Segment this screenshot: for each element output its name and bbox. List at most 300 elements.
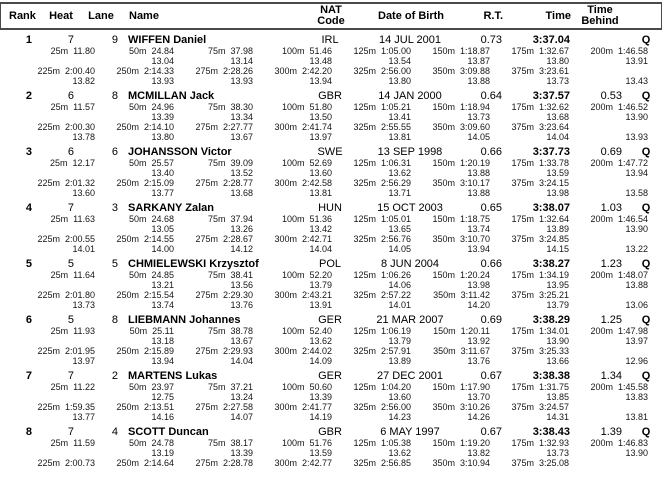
split-cell (176, 346, 255, 356)
result-nat-code: SWE (317, 145, 343, 158)
segments-row-1 (18, 392, 662, 402)
split-distance: 200m (590, 270, 613, 280)
result-date-of-birth: 14 JAN 2000 (378, 89, 442, 102)
split-time: 1:45.58 (617, 382, 648, 392)
split-time: 1:46.54 (617, 214, 648, 224)
split-cell (18, 158, 97, 168)
segment-time: 13.94 (467, 244, 490, 254)
result-final-time: 3:37.73 (532, 145, 570, 158)
header-behind-line2: Behind (581, 15, 619, 27)
segment-time: 14.05 (388, 244, 411, 254)
result-nat-code: GBR (318, 89, 342, 102)
split-cell (571, 290, 650, 300)
split-distance: 275m (195, 178, 218, 188)
split-distance: 75m (207, 102, 226, 112)
split-cell (334, 46, 413, 56)
split-distance: 175m (511, 214, 534, 224)
split-cell (413, 402, 492, 412)
split-distance: 75m (207, 214, 226, 224)
split-distance: 225m (37, 178, 60, 188)
segment-time: 13.65 (388, 224, 411, 234)
split-distance: 25m (50, 102, 69, 112)
split-distance: 150m (432, 46, 455, 56)
split-time: 38.17 (230, 438, 253, 448)
split-cell (97, 122, 176, 132)
split-distance: 350m (432, 458, 455, 468)
segment-time: 13.62 (388, 168, 411, 178)
segment-time: 13.04 (151, 56, 174, 66)
split-time: 1:46.58 (617, 46, 648, 56)
split-time: 2:14.10 (143, 122, 174, 132)
split-time: 1:05.38 (380, 438, 411, 448)
split-cell (18, 402, 97, 412)
split-distance: 325m (353, 234, 376, 244)
result-nat-code: HUN (318, 201, 342, 214)
segment-time: 13.98 (546, 188, 569, 198)
split-distance: 375m (511, 234, 534, 244)
result-lane: 6 (111, 145, 118, 158)
split-cell (18, 46, 97, 56)
result-qualified-mark: Q (641, 89, 651, 102)
result-lane: 8 (111, 313, 118, 326)
result-qualified-mark: Q (641, 425, 651, 438)
split-time: 37.98 (230, 46, 253, 56)
split-cell (97, 290, 176, 300)
split-time: 11.80 (73, 46, 95, 56)
split-distance: 275m (195, 402, 218, 412)
split-cell (413, 270, 492, 280)
split-time: 1:20.24 (459, 270, 490, 280)
result-rank: 5 (25, 257, 32, 270)
split-distance: 275m (195, 346, 218, 356)
split-cell (492, 326, 571, 336)
split-time: 24.96 (151, 102, 174, 112)
segment-time: 13.67 (230, 336, 253, 346)
split-time: 39.09 (230, 158, 253, 168)
segment-time: 13.73 (546, 448, 569, 458)
result-final-time: 3:38.43 (532, 425, 570, 438)
split-cell (97, 46, 176, 56)
split-time: 1:19.20 (459, 438, 490, 448)
split-cell (413, 102, 492, 112)
segment-time: 13.74 (467, 224, 490, 234)
split-cell (492, 214, 571, 224)
segments-row-1 (18, 56, 662, 66)
split-cell (255, 234, 334, 244)
split-distance: 25m (50, 326, 69, 336)
split-time: 1:46.83 (617, 438, 648, 448)
split-time: 38.30 (230, 102, 253, 112)
split-cell (571, 66, 650, 76)
split-time: 1:20.11 (460, 326, 490, 336)
split-cell (18, 66, 97, 76)
split-cell (176, 158, 255, 168)
split-distance: 375m (511, 402, 534, 412)
split-cell (255, 290, 334, 300)
segment-time: 14.20 (467, 300, 490, 310)
segment-time: 13.91 (309, 300, 332, 310)
result-row (0, 425, 662, 478)
segment-time: 13.83 (625, 392, 648, 402)
split-cell (334, 122, 413, 132)
split-distance: 150m (432, 438, 455, 448)
result-rank: 1 (25, 33, 32, 46)
result-main-row (0, 257, 662, 270)
segment-time: 13.79 (388, 336, 411, 346)
splits-row-2 (18, 66, 662, 76)
split-time: 2:57.22 (380, 290, 411, 300)
segment-time: 13.42 (309, 224, 332, 234)
splits-row-1 (18, 46, 662, 56)
split-cell (176, 270, 255, 280)
split-time: 2:55.55 (380, 122, 411, 132)
splits-row-1 (18, 102, 662, 112)
segment-time: 14.15 (546, 244, 569, 254)
segment-time: 13.88 (625, 280, 648, 290)
split-time: 2:13.51 (143, 402, 174, 412)
split-cell (176, 438, 255, 448)
split-cell (176, 290, 255, 300)
split-time: 1:32.67 (538, 46, 569, 56)
split-distance: 125m (353, 270, 376, 280)
split-time: 1:33.78 (538, 158, 569, 168)
segments-row-2 (18, 132, 662, 142)
split-distance: 300m (274, 122, 297, 132)
result-final-time: 3:38.29 (532, 313, 570, 326)
segment-time: 13.97 (72, 356, 95, 366)
split-distance: 200m (590, 102, 613, 112)
segment-time: 14.01 (388, 300, 411, 310)
split-time: 1:18.94 (459, 102, 490, 112)
split-distance: 325m (353, 122, 376, 132)
segment-time: 13.14 (230, 56, 253, 66)
segment-time (334, 468, 413, 478)
segment-time: 13.89 (388, 356, 411, 366)
split-distance: 100m (281, 438, 305, 448)
split-cell (413, 346, 492, 356)
split-time: 24.84 (151, 46, 174, 56)
split-time: 1:18.87 (459, 46, 490, 56)
result-heat: 6 (67, 145, 74, 158)
split-time: 2:56.85 (380, 458, 411, 468)
result-lane: 4 (111, 425, 118, 438)
split-time: 52.40 (309, 326, 332, 336)
split-distance: 200m (590, 326, 613, 336)
split-cell (492, 346, 571, 356)
split-cell (492, 438, 571, 448)
split-distance: 100m (281, 326, 305, 336)
segment-time: 13.59 (546, 168, 569, 178)
split-distance: 50m (128, 46, 147, 56)
split-cell (334, 102, 413, 112)
split-cell (413, 438, 492, 448)
result-time-behind: 0.69 (600, 145, 622, 158)
split-distance: 75m (207, 158, 226, 168)
split-distance: 325m (353, 66, 376, 76)
segment-time: 13.21 (151, 280, 174, 290)
split-distance: 275m (195, 458, 218, 468)
split-cell (255, 158, 334, 168)
split-time: 2:56.00 (380, 402, 411, 412)
split-cell (571, 402, 650, 412)
split-distance: 375m (511, 458, 534, 468)
segment-time (18, 392, 97, 402)
segment-time (18, 224, 97, 234)
split-time: 3:23.61 (538, 66, 569, 76)
split-distance: 350m (433, 346, 456, 356)
segments-row-1 (18, 168, 662, 178)
result-reaction-time: 0.65 (480, 201, 502, 214)
split-time: 38.78 (230, 326, 253, 336)
segment-time: 13.26 (230, 224, 253, 234)
segment-time: 13.60 (72, 188, 95, 198)
split-time: 24.78 (151, 438, 174, 448)
segment-time: 13.66 (546, 356, 569, 366)
segment-time: 13.82 (72, 76, 95, 86)
split-time: 25.11 (152, 326, 174, 336)
split-distance: 50m (128, 382, 147, 392)
result-rank: 3 (25, 145, 32, 158)
split-distance: 100m (281, 46, 305, 56)
split-distance: 250m (116, 234, 139, 244)
split-cell (571, 326, 650, 336)
segment-time: 14.00 (151, 244, 174, 254)
splits-row-2 (18, 122, 662, 132)
split-time: 12.17 (72, 158, 95, 168)
split-cell (571, 346, 650, 356)
result-reaction-time: 0.67 (480, 425, 502, 438)
split-cell (255, 382, 334, 392)
segment-time: 13.67 (230, 132, 253, 142)
split-distance: 250m (116, 458, 139, 468)
split-cell (18, 234, 97, 244)
split-time: 11.93 (73, 326, 95, 336)
result-row (0, 369, 662, 422)
segment-time: 13.78 (72, 132, 95, 142)
segment-time: 13.39 (230, 448, 253, 458)
segment-time: 13.79 (546, 300, 569, 310)
result-nat-code: POL (318, 257, 341, 270)
segment-time: 13.90 (625, 224, 648, 234)
split-time: 51.36 (309, 214, 332, 224)
split-cell (176, 102, 255, 112)
split-distance: 125m (353, 214, 376, 224)
segment-time: 13.94 (309, 76, 332, 86)
split-time: 25.57 (151, 158, 174, 168)
split-cell (334, 382, 413, 392)
split-cell (413, 46, 492, 56)
split-distance: 200m (590, 46, 613, 56)
split-time: 2:14.33 (143, 66, 174, 76)
result-swimmer-name: CHMIELEWSKI Krzysztof (128, 257, 259, 270)
split-time: 2:56.29 (380, 178, 411, 188)
result-reaction-time: 0.73 (480, 33, 502, 46)
split-cell (413, 158, 492, 168)
split-distance: 125m (353, 46, 376, 56)
segment-time: 13.92 (467, 336, 490, 346)
split-distance: 125m (353, 438, 376, 448)
segment-time (18, 168, 97, 178)
split-time: 11.59 (73, 438, 95, 448)
split-time: 1:17.90 (459, 382, 490, 392)
split-time: 1:32.62 (538, 102, 569, 112)
split-cell (571, 102, 650, 112)
segment-time: 14.23 (388, 412, 411, 422)
split-distance: 175m (511, 382, 534, 392)
result-qualified-mark: Q (641, 369, 651, 382)
segment-time (18, 448, 97, 458)
split-time: 1:47.72 (617, 158, 648, 168)
split-cell (334, 234, 413, 244)
split-cell (97, 214, 176, 224)
result-reaction-time: 0.64 (480, 89, 502, 102)
results-table (0, 2, 662, 478)
split-cell (571, 458, 650, 468)
split-time: 3:09.60 (459, 122, 490, 132)
segment-time: 13.80 (151, 132, 174, 142)
split-distance: 300m (274, 178, 297, 188)
split-distance: 225m (37, 66, 60, 76)
split-distance: 375m (511, 290, 534, 300)
segment-time: 13.90 (546, 336, 569, 346)
split-time: 3:10.17 (459, 178, 490, 188)
segment-time: 13.81 (625, 412, 648, 422)
split-distance: 225m (37, 234, 60, 244)
split-distance: 300m (274, 346, 297, 356)
segment-time: 14.16 (151, 412, 174, 422)
segment-time: 13.68 (230, 188, 253, 198)
result-rank: 8 (25, 425, 32, 438)
split-time: 37.21 (230, 382, 253, 392)
split-time: 3:11.67 (460, 346, 490, 356)
split-time: 2:43.21 (301, 290, 332, 300)
split-cell (413, 458, 492, 468)
split-distance: 200m (590, 158, 613, 168)
segment-time: 13.74 (151, 300, 174, 310)
split-distance: 125m (353, 382, 376, 392)
header-lane: Lane (88, 9, 114, 22)
result-swimmer-name: MCMILLAN Jack (128, 89, 215, 102)
splits-row-2 (18, 458, 662, 468)
header-nat-line1: NAT (320, 4, 342, 16)
split-time: 2:29.93 (222, 346, 253, 356)
result-swimmer-name: SARKANY Zalan (128, 201, 214, 214)
split-cell (176, 214, 255, 224)
split-cell (255, 402, 334, 412)
split-distance: 25m (50, 214, 69, 224)
splits-row-2 (18, 290, 662, 300)
segment-time: 13.54 (388, 56, 411, 66)
split-cell (18, 438, 97, 448)
segment-time: 13.48 (309, 56, 332, 66)
split-cell (97, 402, 176, 412)
result-rank: 6 (25, 313, 32, 326)
split-distance: 325m (353, 402, 376, 412)
header-rank: Rank (9, 9, 36, 22)
split-time: 1:59.35 (64, 402, 95, 412)
split-cell (492, 290, 571, 300)
split-time: 3:25.33 (538, 346, 569, 356)
split-time: 2:00.73 (64, 458, 95, 468)
split-distance: 350m (432, 234, 455, 244)
split-time: 2:56.00 (380, 66, 411, 76)
split-distance: 250m (116, 402, 139, 412)
segment-time: 13.80 (388, 76, 411, 86)
split-cell (176, 46, 255, 56)
segments-row-2 (18, 244, 662, 254)
split-cell (176, 66, 255, 76)
split-distance: 325m (353, 178, 376, 188)
result-date-of-birth: 13 SEP 1998 (377, 145, 443, 158)
split-time: 1:32.64 (538, 214, 569, 224)
split-distance: 50m (128, 270, 147, 280)
split-time: 2:01.32 (64, 178, 95, 188)
split-distance: 75m (207, 326, 226, 336)
split-distance: 100m (281, 270, 305, 280)
result-lane: 2 (111, 369, 118, 382)
segment-time: 13.82 (467, 448, 490, 458)
split-cell (492, 178, 571, 188)
split-time: 2:42.20 (301, 66, 332, 76)
result-nat-code: IRL (321, 33, 339, 46)
segment-time: 14.31 (546, 412, 569, 422)
split-distance: 300m (274, 290, 297, 300)
result-nat-code: GBR (318, 425, 342, 438)
result-rank: 4 (25, 201, 32, 214)
split-distance: 375m (511, 122, 534, 132)
result-swimmer-name: WIFFEN Daniel (128, 33, 207, 46)
split-time: 2:00.30 (64, 122, 95, 132)
split-distance: 225m (37, 346, 60, 356)
split-cell (255, 458, 334, 468)
split-distance: 250m (116, 178, 139, 188)
split-cell (18, 122, 97, 132)
split-time: 3:25.08 (538, 458, 569, 468)
split-time: 23.97 (151, 382, 174, 392)
split-time: 2:44.02 (301, 346, 332, 356)
segment-time: 13.93 (230, 76, 253, 86)
split-cell (492, 234, 571, 244)
split-time: 51.80 (309, 102, 332, 112)
split-distance: 275m (195, 290, 218, 300)
split-cell (255, 438, 334, 448)
split-distance: 150m (432, 382, 455, 392)
split-distance: 100m (281, 382, 305, 392)
segment-time: 13.19 (151, 448, 174, 458)
header-nat-line2: Code (317, 15, 345, 27)
result-heat: 5 (67, 257, 74, 270)
split-distance: 25m (50, 438, 69, 448)
result-row (0, 145, 662, 198)
splits-row-2 (18, 234, 662, 244)
split-distance: 50m (128, 214, 147, 224)
split-cell (18, 270, 97, 280)
split-cell (176, 326, 255, 336)
split-cell (334, 158, 413, 168)
split-time: 1:06.31 (380, 158, 411, 168)
split-distance: 225m (37, 458, 60, 468)
split-time: 3:24.57 (538, 402, 569, 412)
segment-time: 13.34 (230, 112, 253, 122)
split-cell (97, 346, 176, 356)
split-distance: 100m (281, 158, 305, 168)
result-date-of-birth: 14 JUL 2001 (379, 33, 441, 46)
split-cell (334, 346, 413, 356)
segment-time: 13.94 (151, 356, 174, 366)
segment-time: 14.05 (467, 132, 490, 142)
split-distance: 325m (353, 290, 376, 300)
segment-time: 13.59 (309, 448, 332, 458)
